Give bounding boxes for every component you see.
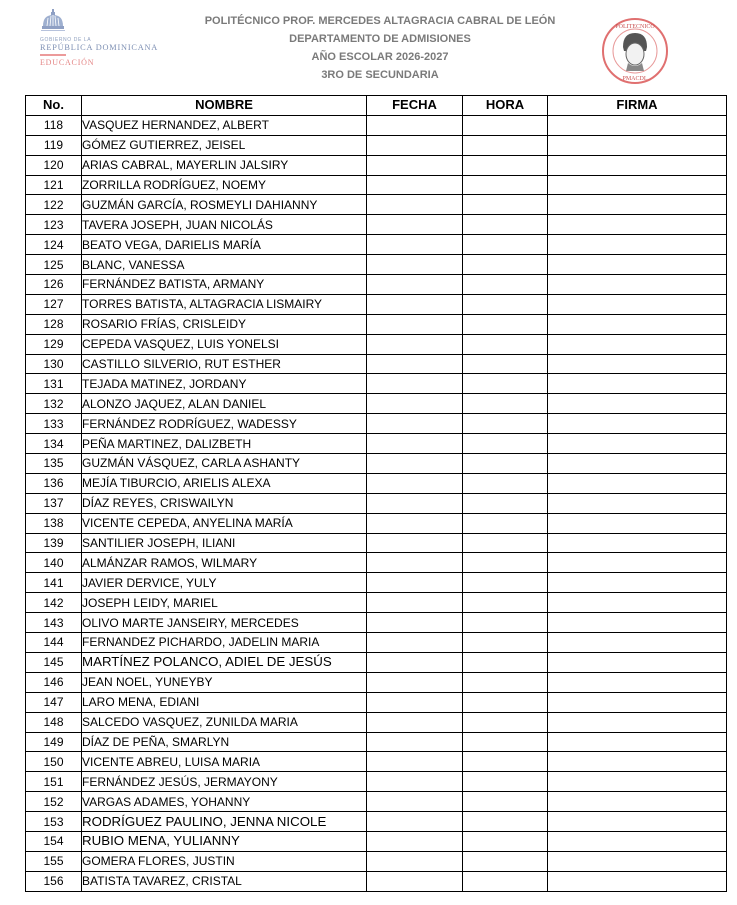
row-number: 137	[26, 493, 82, 513]
hora-cell[interactable]	[463, 434, 548, 454]
row-number: 121	[26, 175, 82, 195]
column-header-nombre: NOMBRE	[82, 96, 367, 116]
firma-cell[interactable]	[548, 792, 727, 812]
row-number: 154	[26, 831, 82, 851]
hora-cell[interactable]	[463, 155, 548, 175]
hora-cell[interactable]	[463, 275, 548, 295]
row-number: 131	[26, 374, 82, 394]
hora-cell[interactable]	[463, 712, 548, 732]
fecha-cell[interactable]	[367, 473, 463, 493]
table-row	[26, 434, 727, 454]
fecha-cell[interactable]	[367, 851, 463, 871]
firma-cell[interactable]	[548, 672, 727, 692]
row-number: 146	[26, 672, 82, 692]
hora-cell[interactable]	[463, 215, 548, 235]
row-number: 120	[26, 155, 82, 175]
hora-cell[interactable]	[463, 593, 548, 613]
fecha-cell[interactable]	[367, 294, 463, 314]
table-row	[26, 215, 727, 235]
fecha-cell[interactable]	[367, 394, 463, 414]
fecha-cell[interactable]	[367, 255, 463, 275]
student-name: ARIAS CABRAL, MAYERLIN JALSIRY	[82, 155, 367, 175]
row-number: 128	[26, 314, 82, 334]
table-row	[26, 553, 727, 573]
row-number: 126	[26, 275, 82, 295]
table-row	[26, 871, 727, 891]
table-row	[26, 752, 727, 772]
student-name: TAVERA JOSEPH, JUAN NICOLÁS	[82, 215, 367, 235]
row-number: 156	[26, 871, 82, 891]
fecha-cell[interactable]	[367, 652, 463, 672]
table-row	[26, 235, 727, 255]
hora-cell[interactable]	[463, 414, 548, 434]
firma-cell[interactable]	[548, 135, 727, 155]
fecha-cell[interactable]	[367, 354, 463, 374]
firma-cell[interactable]	[548, 235, 727, 255]
firma-cell[interactable]	[548, 374, 727, 394]
table-row	[26, 493, 727, 513]
student-name: ROSARIO FRÍAS, CRISLEIDY	[82, 314, 367, 334]
student-name: ALMÁNZAR RAMOS, WILMARY	[82, 553, 367, 573]
firma-cell[interactable]	[548, 394, 727, 414]
admissions-roster-table	[25, 95, 727, 892]
table-row	[26, 175, 727, 195]
hora-cell[interactable]	[463, 493, 548, 513]
student-name: LARO MENA, EDIANI	[82, 692, 367, 712]
firma-cell[interactable]	[548, 533, 727, 553]
student-name: GUZMÁN GARCÍA, ROSMEYLI DAHIANNY	[82, 195, 367, 215]
row-number: 151	[26, 772, 82, 792]
gov-divider	[40, 54, 66, 56]
fecha-cell[interactable]	[367, 732, 463, 752]
firma-cell[interactable]	[548, 752, 727, 772]
fecha-cell[interactable]	[367, 235, 463, 255]
fecha-cell[interactable]	[367, 672, 463, 692]
row-number: 124	[26, 235, 82, 255]
row-number: 130	[26, 354, 82, 374]
firma-cell[interactable]	[548, 434, 727, 454]
table-row	[26, 414, 727, 434]
school-year: AÑO ESCOLAR 2026-2027	[311, 51, 449, 63]
student-name: FERNANDEZ PICHARDO, JADELIN MARIA	[82, 633, 367, 653]
student-name: BATISTA TAVAREZ, CRISTAL	[82, 871, 367, 891]
hora-cell[interactable]	[463, 473, 548, 493]
table-row	[26, 275, 727, 295]
document-titles	[190, 12, 570, 84]
fecha-cell[interactable]	[367, 334, 463, 354]
hora-cell[interactable]	[463, 553, 548, 573]
firma-cell[interactable]	[548, 553, 727, 573]
row-number: 125	[26, 255, 82, 275]
student-name: BEATO VEGA, DARIELIS MARÍA	[82, 235, 367, 255]
row-number: 138	[26, 513, 82, 533]
firma-cell[interactable]	[548, 334, 727, 354]
firma-cell[interactable]	[548, 294, 727, 314]
hora-cell[interactable]	[463, 135, 548, 155]
hora-cell[interactable]	[463, 255, 548, 275]
student-name: RUBIO MENA, YULIANNY	[82, 831, 367, 851]
firma-cell[interactable]	[548, 633, 727, 653]
gov-line-1: GOBIERNO DE LA	[40, 37, 92, 43]
firma-cell[interactable]	[548, 115, 727, 135]
fecha-cell[interactable]	[367, 613, 463, 633]
fecha-cell[interactable]	[367, 573, 463, 593]
student-name: MEJÍA TIBURCIO, ARIELIS ALEXA	[82, 473, 367, 493]
table-row	[26, 613, 727, 633]
table-row	[26, 593, 727, 613]
table-row	[26, 294, 727, 314]
row-number: 153	[26, 812, 82, 832]
table-row	[26, 831, 727, 851]
student-name: VARGAS ADAMES, YOHANNY	[82, 792, 367, 812]
grade-level: 3RO DE SECUNDARIA	[321, 69, 439, 81]
fecha-cell[interactable]	[367, 314, 463, 334]
student-name: JAVIER DERVICE, YULY	[82, 573, 367, 593]
hora-cell[interactable]	[463, 175, 548, 195]
firma-cell[interactable]	[548, 772, 727, 792]
firma-cell[interactable]	[548, 414, 727, 434]
firma-cell[interactable]	[548, 692, 727, 712]
hora-cell[interactable]	[463, 314, 548, 334]
row-number: 145	[26, 652, 82, 672]
hora-cell[interactable]	[463, 871, 548, 891]
firma-cell[interactable]	[548, 593, 727, 613]
row-number: 143	[26, 613, 82, 633]
row-number: 132	[26, 394, 82, 414]
fecha-cell[interactable]	[367, 374, 463, 394]
row-number: 119	[26, 135, 82, 155]
fecha-cell[interactable]	[367, 831, 463, 851]
firma-cell[interactable]	[548, 573, 727, 593]
fecha-cell[interactable]	[367, 454, 463, 474]
dome-icon	[40, 8, 66, 34]
fecha-cell[interactable]	[367, 493, 463, 513]
row-number: 127	[26, 294, 82, 314]
table-row	[26, 394, 727, 414]
table-row	[26, 374, 727, 394]
student-name: PEÑA MARTINEZ, DALIZBETH	[82, 434, 367, 454]
firma-cell[interactable]	[548, 812, 727, 832]
hora-cell[interactable]	[463, 374, 548, 394]
table-row	[26, 851, 727, 871]
fecha-cell[interactable]	[367, 593, 463, 613]
row-number: 144	[26, 633, 82, 653]
fecha-cell[interactable]	[367, 135, 463, 155]
student-name: CASTILLO SILVERIO, RUT ESTHER	[82, 354, 367, 374]
gov-line-2: REPÚBLICA DOMINICANA	[40, 43, 159, 52]
school-name: POLITÉCNICO PROF. MERCEDES ALTAGRACIA CABRAL DE LEÓN	[204, 15, 556, 27]
firma-cell[interactable]	[548, 732, 727, 752]
student-name: CEPEDA VASQUEZ, LUIS YONELSI	[82, 334, 367, 354]
table-row	[26, 314, 727, 334]
fecha-cell[interactable]	[367, 175, 463, 195]
hora-cell[interactable]	[463, 752, 548, 772]
row-number: 142	[26, 593, 82, 613]
firma-cell[interactable]	[548, 712, 727, 732]
fecha-cell[interactable]	[367, 155, 463, 175]
fecha-cell[interactable]	[367, 434, 463, 454]
student-name: MARTÍNEZ POLANCO, ADIEL DE JESÚS	[82, 652, 367, 672]
hora-cell[interactable]	[463, 652, 548, 672]
firma-cell[interactable]	[548, 215, 727, 235]
student-name: OLIVO MARTE JANSEIRY, MERCEDES	[82, 613, 367, 633]
hora-cell[interactable]	[463, 812, 548, 832]
table-row	[26, 812, 727, 832]
fecha-cell[interactable]	[367, 195, 463, 215]
firma-cell[interactable]	[548, 851, 727, 871]
table-row	[26, 135, 727, 155]
hora-cell[interactable]	[463, 613, 548, 633]
student-name: TORRES BATISTA, ALTAGRACIA LISMAIRY	[82, 294, 367, 314]
fecha-cell[interactable]	[367, 871, 463, 891]
student-name: GOMERA FLORES, JUSTIN	[82, 851, 367, 871]
firma-cell[interactable]	[548, 831, 727, 851]
row-number: 118	[26, 115, 82, 135]
firma-cell[interactable]	[548, 195, 727, 215]
student-name: FERNÁNDEZ JESÚS, JERMAYONY	[82, 772, 367, 792]
hora-cell[interactable]	[463, 851, 548, 871]
student-name: GUZMÁN VÁSQUEZ, CARLA ASHANTY	[82, 454, 367, 474]
fecha-cell[interactable]	[367, 792, 463, 812]
fecha-cell[interactable]	[367, 533, 463, 553]
table-row	[26, 454, 727, 474]
hora-cell[interactable]	[463, 831, 548, 851]
hora-cell[interactable]	[463, 573, 548, 593]
row-number: 123	[26, 215, 82, 235]
firma-cell[interactable]	[548, 613, 727, 633]
row-number: 136	[26, 473, 82, 493]
table-row	[26, 672, 727, 692]
fecha-cell[interactable]	[367, 115, 463, 135]
table-row	[26, 573, 727, 593]
firma-cell[interactable]	[548, 275, 727, 295]
fecha-cell[interactable]	[367, 215, 463, 235]
firma-cell[interactable]	[548, 454, 727, 474]
student-name: FERNÁNDEZ BATISTA, ARMANY	[82, 275, 367, 295]
seal-bottom-text: PMACDL	[622, 76, 648, 82]
student-name: TEJADA MATINEZ, JORDANY	[82, 374, 367, 394]
firma-cell[interactable]	[548, 175, 727, 195]
hora-cell[interactable]	[463, 235, 548, 255]
student-name: BLANC, VANESSA	[82, 255, 367, 275]
hora-cell[interactable]	[463, 354, 548, 374]
student-name: ZORRILLA RODRÍGUEZ, NOEMY	[82, 175, 367, 195]
hora-cell[interactable]	[463, 692, 548, 712]
student-name: GÓMEZ GUTIERREZ, JEISEL	[82, 135, 367, 155]
row-number: 147	[26, 692, 82, 712]
row-number: 134	[26, 434, 82, 454]
student-name: SANTILIER JOSEPH, ILIANI	[82, 533, 367, 553]
table-row	[26, 533, 727, 553]
hora-cell[interactable]	[463, 454, 548, 474]
firma-cell[interactable]	[548, 493, 727, 513]
column-header-hora: HORA	[463, 96, 548, 116]
hora-cell[interactable]	[463, 732, 548, 752]
hora-cell[interactable]	[463, 394, 548, 414]
school-seal-icon	[601, 17, 669, 85]
student-name: JOSEPH LEIDY, MARIEL	[82, 593, 367, 613]
row-number: 150	[26, 752, 82, 772]
column-header-no: No.	[26, 96, 82, 116]
student-name: VICENTE ABREU, LUISA MARIA	[82, 752, 367, 772]
table-row	[26, 195, 727, 215]
fecha-cell[interactable]	[367, 633, 463, 653]
row-number: 140	[26, 553, 82, 573]
student-name: RODRÍGUEZ PAULINO, JENNA NICOLE	[82, 812, 367, 832]
hora-cell[interactable]	[463, 533, 548, 553]
fecha-cell[interactable]	[367, 712, 463, 732]
fecha-cell[interactable]	[367, 414, 463, 434]
student-name: FERNÁNDEZ RODRÍGUEZ, WADESSY	[82, 414, 367, 434]
fecha-cell[interactable]	[367, 275, 463, 295]
seal-top-text: POLITECNICO	[615, 24, 655, 30]
firma-cell[interactable]	[548, 871, 727, 891]
student-name: JEAN NOEL, YUNEYBY	[82, 672, 367, 692]
fecha-cell[interactable]	[367, 752, 463, 772]
column-header-fecha: FECHA	[367, 96, 463, 116]
fecha-cell[interactable]	[367, 513, 463, 533]
row-number: 139	[26, 533, 82, 553]
hora-cell[interactable]	[463, 334, 548, 354]
hora-cell[interactable]	[463, 772, 548, 792]
hora-cell[interactable]	[463, 115, 548, 135]
row-number: 152	[26, 792, 82, 812]
student-name: VICENTE CEPEDA, ANYELINA MARÍA	[82, 513, 367, 533]
row-number: 129	[26, 334, 82, 354]
column-header-firma: FIRMA	[548, 96, 727, 116]
table-row	[26, 692, 727, 712]
table-row	[26, 473, 727, 493]
firma-cell[interactable]	[548, 155, 727, 175]
firma-cell[interactable]	[548, 255, 727, 275]
student-name: ALONZO JAQUEZ, ALAN DANIEL	[82, 394, 367, 414]
table-row	[26, 732, 727, 752]
student-name: SALCEDO VASQUEZ, ZUNILDA MARIA	[82, 712, 367, 732]
row-number: 135	[26, 454, 82, 474]
fecha-cell[interactable]	[367, 812, 463, 832]
document-header	[0, 0, 737, 92]
table-row	[26, 652, 727, 672]
student-name: VASQUEZ HERNANDEZ, ALBERT	[82, 115, 367, 135]
department-name: DEPARTAMENTO DE ADMISIONES	[289, 33, 471, 45]
firma-cell[interactable]	[548, 314, 727, 334]
fecha-cell[interactable]	[367, 553, 463, 573]
row-number: 122	[26, 195, 82, 215]
student-name: DÍAZ DE PEÑA, SMARLYN	[82, 732, 367, 752]
hora-cell[interactable]	[463, 294, 548, 314]
table-row	[26, 792, 727, 812]
gov-line-3: EDUCACIÓN	[40, 58, 95, 67]
table-header-row	[26, 96, 727, 116]
row-number: 141	[26, 573, 82, 593]
hora-cell[interactable]	[463, 633, 548, 653]
fecha-cell[interactable]	[367, 772, 463, 792]
firma-cell[interactable]	[548, 513, 727, 533]
firma-cell[interactable]	[548, 473, 727, 493]
firma-cell[interactable]	[548, 652, 727, 672]
table-row	[26, 334, 727, 354]
hora-cell[interactable]	[463, 792, 548, 812]
row-number: 149	[26, 732, 82, 752]
firma-cell[interactable]	[548, 354, 727, 374]
row-number: 155	[26, 851, 82, 871]
hora-cell[interactable]	[463, 672, 548, 692]
table-row	[26, 155, 727, 175]
hora-cell[interactable]	[463, 513, 548, 533]
hora-cell[interactable]	[463, 195, 548, 215]
table-row	[26, 255, 727, 275]
table-row	[26, 633, 727, 653]
table-row	[26, 513, 727, 533]
table-body	[26, 115, 727, 891]
government-logo	[38, 8, 158, 68]
row-number: 133	[26, 414, 82, 434]
table-row	[26, 115, 727, 135]
table-row	[26, 712, 727, 732]
table-row	[26, 354, 727, 374]
student-name: DÍAZ REYES, CRISWAILYN	[82, 493, 367, 513]
row-number: 148	[26, 712, 82, 732]
table-row	[26, 772, 727, 792]
fecha-cell[interactable]	[367, 692, 463, 712]
